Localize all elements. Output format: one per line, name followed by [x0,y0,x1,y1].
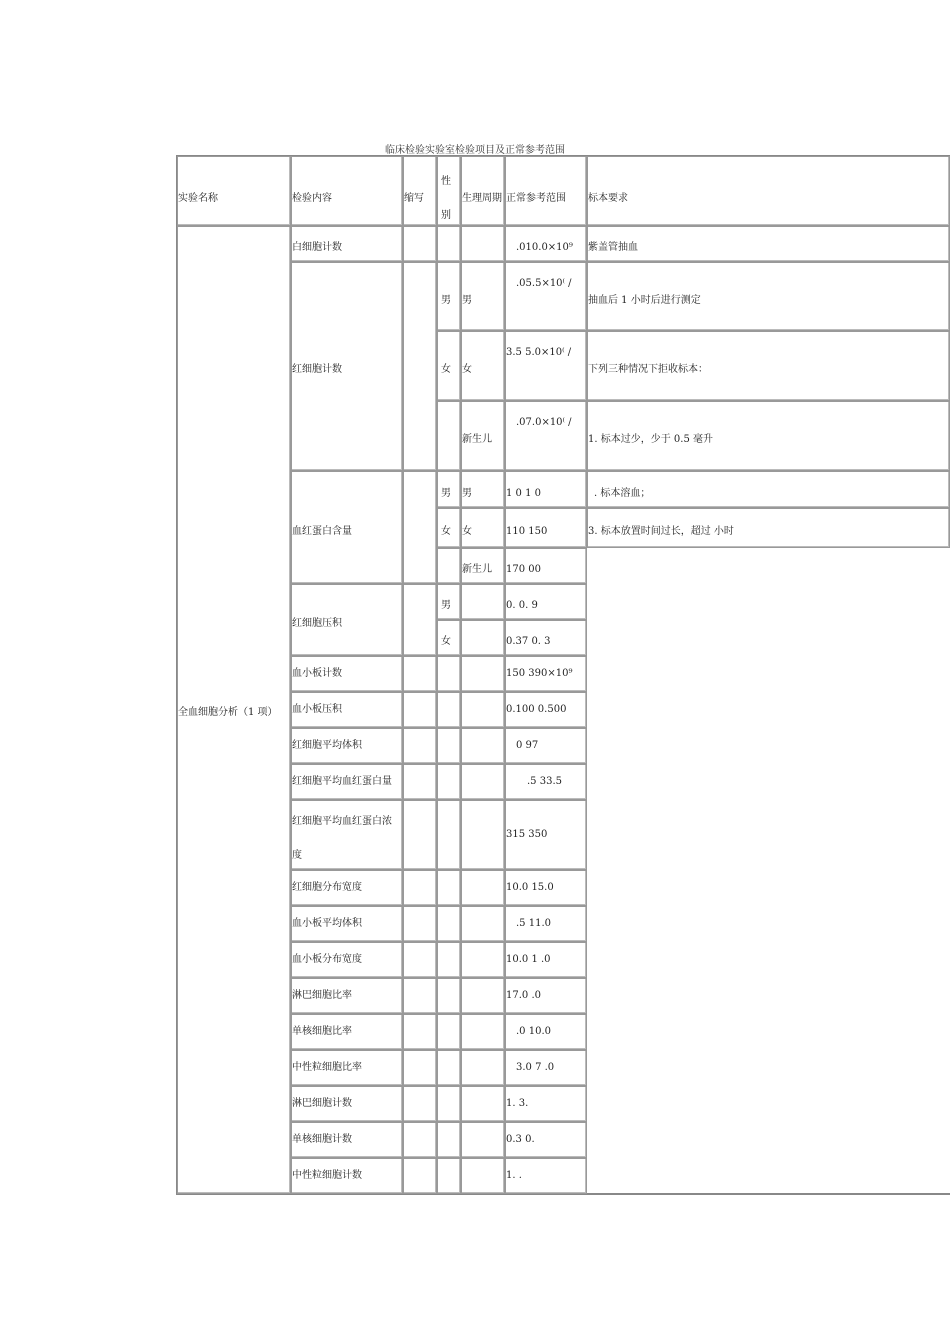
test-item-name: 血小板计数 [292,668,342,679]
hgb-newborn-range: 170 00 [506,564,541,575]
rbc-female-sex: 女 [441,364,451,375]
row-6-sex-cell [437,728,461,764]
row-14-abbr-cell [403,1050,437,1086]
row-wbc-period-cell [461,226,505,262]
row-13-abbr-cell [403,1014,437,1050]
header-period: 生理周期 [462,193,502,204]
sample-wbc: 紫盖管抽血 [588,242,638,253]
row-8-period-cell [461,800,505,870]
test-item-name: 红细胞平均体积 [292,740,362,751]
row-15-abbr-cell [403,1086,437,1122]
row-7-abbr-cell [403,764,437,800]
row-12-period-cell [461,978,505,1014]
reference-range: 3.0 7 .0 [516,1062,555,1073]
row-14-period-cell [461,1050,505,1086]
row-8-abbr-cell [403,800,437,870]
sample-blank-area [587,548,950,1194]
test-item-name: 血小板分布宽度 [292,954,362,965]
test-item-name: 血小板平均体积 [292,918,362,929]
rbc-female-sample: 下列三种情况下拒收标本： [588,364,708,375]
row-11-sex-cell [437,942,461,978]
row-5-abbr-cell [403,692,437,728]
item-hct: 红细胞压积 [292,618,342,629]
row-17-abbr-cell [403,1158,437,1194]
test-item-name-cont: 度 [292,850,302,861]
hct-male-range: 0. 0. 9 [506,600,538,611]
reference-range: 17.0 .0 [506,990,541,1001]
rbc-male-range-cell [505,262,587,331]
rbc-male-period: 男 [462,295,472,306]
rbc-newborn-sample: 1. 标本过少，少于 0.5 毫升 [588,434,713,445]
row-wbc-abbr-cell [403,226,437,262]
reference-range: 10.0 1 .0 [506,954,551,965]
header-content: 检验内容 [292,193,332,204]
header-sample-cell [587,156,950,226]
test-item-name: 红细胞平均血红蛋白量 [292,776,392,787]
reference-range: .0 10.0 [516,1026,551,1037]
rbc-male-sample: 抽血后 1 小时后进行测定 [588,295,701,306]
hct-female-sex: 女 [441,636,451,647]
row-10-period-cell [461,906,505,942]
hct-female-range: 0.37 0. 3 [506,636,551,647]
header-sample: 标本要求 [588,193,628,204]
test-item-name: 红细胞分布宽度 [292,882,362,893]
row-11-abbr-cell [403,942,437,978]
range-wbc: .010.0×10⁹ [516,242,573,253]
reference-range: .5 11.0 [516,918,551,929]
row-hct-abbr-cell [403,584,437,656]
reference-range: 150 390×10⁹ [506,668,573,679]
row-wbc-sex-cell [437,226,461,262]
rbc-newborn-sex-cell [437,401,461,471]
rbc-newborn-range-cell [505,401,587,471]
rbc-newborn-period: 新生儿 [462,434,492,445]
row-6-period-cell [461,728,505,764]
row-11-period-cell [461,942,505,978]
hgb-female-sex: 女 [441,526,451,537]
row-5-period-cell [461,692,505,728]
rbc-male-range: .05.5×10⁽ / [516,278,572,289]
hgb-female-period: 女 [462,526,472,537]
header-name: 实验名称 [178,193,218,204]
header-sex-bottom: 别 [441,210,451,221]
row-9-period-cell [461,870,505,906]
test-item-name: 淋巴细胞计数 [292,1098,352,1109]
row-17-period-cell [461,1158,505,1194]
test-item-name: 红细胞平均血红蛋白浓 [292,816,392,827]
row-4-abbr-cell [403,656,437,692]
row-7-period-cell [461,764,505,800]
reference-range: 1. . [506,1170,522,1181]
item-hgb: 血红蛋白含量 [292,526,352,537]
row-10-sex-cell [437,906,461,942]
row-7-sex-cell [437,764,461,800]
hct-male-period-cell [461,584,505,620]
reference-range: 0.3 0. [506,1134,535,1145]
test-item-name: 单核细胞比率 [292,1026,352,1037]
test-item-name: 血小板压积 [292,704,342,715]
test-item-name: 单核细胞计数 [292,1134,352,1145]
row-wbc-sample-cell [587,226,950,262]
header-sex-top: 性 [441,176,451,187]
experiment-name: 全血细胞分析（1 项） [178,707,278,718]
row-8-item-cell [291,800,403,870]
row-13-period-cell [461,1014,505,1050]
hct-female-period-cell [461,620,505,656]
row-17-sex-cell [437,1158,461,1194]
hgb-newborn-period: 新生儿 [462,564,492,575]
reference-range: 0.100 0.500 [506,704,567,715]
reference-range: 0 97 [516,740,539,751]
hgb-male-period: 男 [462,488,472,499]
hgb-male-range: 1 0 1 0 [506,488,541,499]
row-9-abbr-cell [403,870,437,906]
rbc-female-period: 女 [462,364,472,375]
row-16-abbr-cell [403,1122,437,1158]
rbc-male-sex: 男 [441,295,451,306]
reference-range: 1. 3. [506,1098,529,1109]
test-item-name: 中性粒细胞比率 [292,1062,362,1073]
rbc-female-range-cell [505,331,587,401]
row-16-sex-cell [437,1122,461,1158]
test-item-name: 中性粒细胞计数 [292,1170,362,1181]
row-4-period-cell [461,656,505,692]
header-abbr: 缩写 [404,193,424,204]
hct-male-sex: 男 [441,600,451,611]
row-16-period-cell [461,1122,505,1158]
rbc-female-range: 3.5 5.0×10⁽ / [506,347,572,358]
hgb-newborn-sex-cell [437,548,461,584]
reference-range: 10.0 15.0 [506,882,554,893]
row-15-period-cell [461,1086,505,1122]
row-hgb-abbr-cell [403,471,437,584]
row-6-abbr-cell [403,728,437,764]
document-title: 临床检验实验室检验项目及正常参考范围 [385,145,565,156]
row-9-sex-cell [437,870,461,906]
row-8-sex-cell [437,800,461,870]
hgb-male-sex: 男 [441,488,451,499]
row-14-sex-cell [437,1050,461,1086]
row-12-abbr-cell [403,978,437,1014]
hgb-female-sample: 3. 标本放置时间过长，超过 小时 [588,526,734,537]
row-5-sex-cell [437,692,461,728]
row-rbc-abbr-cell [403,262,437,471]
row-13-sex-cell [437,1014,461,1050]
test-item-name: 淋巴细胞比率 [292,990,352,1001]
reference-range: .5 33.5 [527,776,562,787]
rbc-newborn-range: .07.0×10⁽ / [516,417,572,428]
row-10-abbr-cell [403,906,437,942]
item-wbc: 白细胞计数 [292,242,342,253]
row-12-sex-cell [437,978,461,1014]
row-4-sex-cell [437,656,461,692]
hgb-male-sample: . 标本溶血； [594,488,651,499]
row-15-sex-cell [437,1086,461,1122]
item-rbc: 红细胞计数 [292,364,342,375]
header-range: 正常参考范围 [506,193,566,204]
reference-range: 315 350 [506,829,548,840]
hgb-female-range: 110 150 [506,526,548,537]
